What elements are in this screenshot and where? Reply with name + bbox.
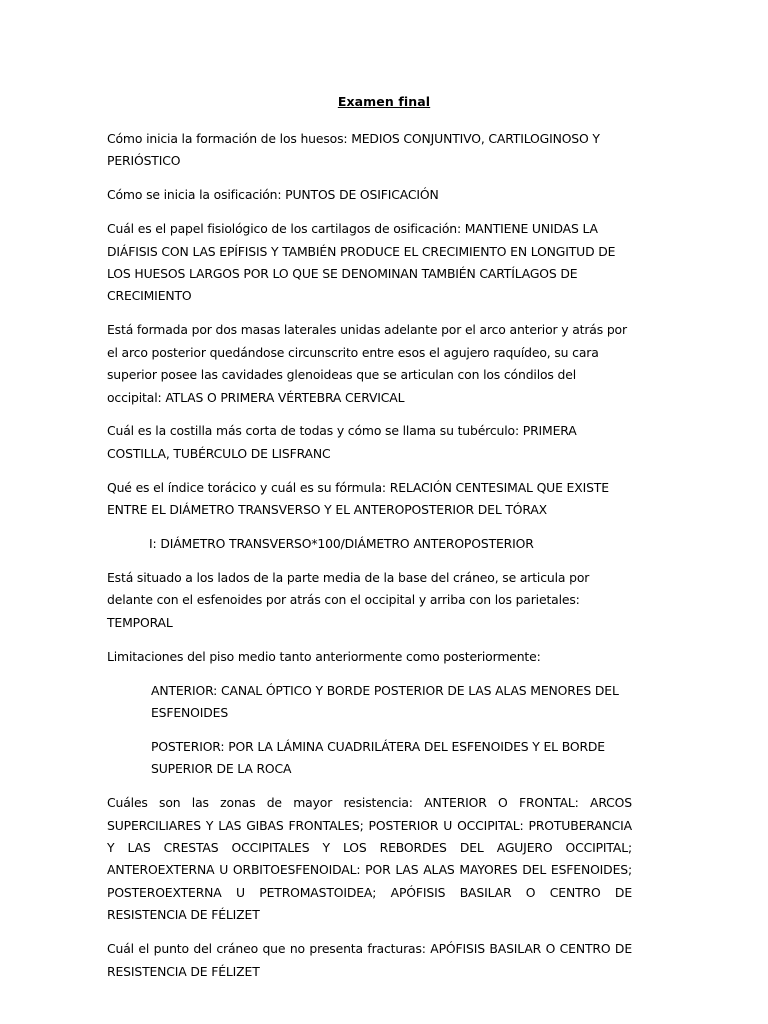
paragraph-first-rib: Cuál es la costilla más corta de todas y cómo se llama su tubérculo: PRIMERA COSTILLA, TUBÉRCULO DE LISFRANC (107, 423, 577, 461)
paragraph-thoracic-index: Qué es el índice torácico y cuál es su fórmula: RELACIÓN CENTESIMAL QUE EXISTE ENTRE EL DIÁMETRO TRANSVERSO Y EL ANTEROPOSTERIOR DEL TÓRAX (107, 479, 609, 518)
paragraph-temporal: Está situado a los lados de la parte media de la base del cráneo, se articula por delante con el esfenoides por atrás con el occipital y arriba con los parietales: TEMPORAL (107, 570, 590, 630)
paragraph-bone-formation: Cómo inicia la formación de los huesos: MEDIOS CONJUNTIVO, CARTILOGINOSO Y PERIÓSTICO (107, 131, 600, 169)
paragraph-middle-floor: Limitaciones del piso medio tanto anteriormente como posteriormente: (107, 648, 541, 664)
paragraph-middle-floor-anterior: ANTERIOR: CANAL ÓPTICO Y BORDE POSTERIOR DE LAS ALAS MENORES DEL ESFENOIDES (151, 682, 619, 721)
paragraph-resistance-zones: Cuáles son las zonas de mayor resistencia: ANTERIOR O FRONTAL: ARCOS SUPERCILIARES Y LAS GIBAS FRONTALES; POSTERIOR U OCCIPITAL: PROTUBERANCIA Y LAS CRESTAS OCCIPITALES Y LOS REBORDES DEL AGUJERO OCCIPITAL; ANTEROEXTERNA U ORBITOESFENOIDAL: POR LAS ALAS MAYORES DEL ESFENOIDES; POSTEROEXTERNA U PETROMASTOIDEA; APÓFISIS BASILAR O CENTRO DE RESISTENCIA DE FÉLIZET (107, 795, 632, 923)
document-title: Examen final (337, 94, 431, 109)
document-body (107, 128, 632, 995)
paragraph-no-fracture-point: Cuál el punto del cráneo que no presenta fracturas: APÓFISIS BASILAR O CENTRO DE RESISTENCIA DE FÉLIZET (107, 941, 632, 979)
paragraph-cartilage-role: Cuál es el papel fisiológico de los cartilagos de osificación: MANTIENE UNIDAS LA DIÁFISIS CON LAS EPÍFISIS Y TAMBIÉN PRODUCE EL CRECIMIENTO EN LONGITUD DE LOS HUESOS LARGOS POR LO QUE SE DENOMINAN TAMBIÉN CARTÍLAGOS DE CRECIMIENTO (107, 221, 616, 304)
paragraph-formula: I: DIÁMETRO TRANSVERSO*100/DIÁMETRO ANTEROPOSTERIOR (149, 536, 534, 552)
paragraph-ossification-start: Cómo se inicia la osificación: PUNTOS DE OSIFICACIÓN (107, 187, 439, 203)
paragraph-atlas: Está formada por dos masas laterales unidas adelante por el arco anterior y atrás por el arco posterior quedándose circunscrito entre esos el agujero raquídeo, su cara superior posee las cavidades glenoideas que se articulan con los cóndilos del occipital: ATLAS O PRIMERA VÉRTEBRA CERVICAL (107, 322, 627, 405)
paragraph-middle-floor-posterior: POSTERIOR: POR LA LÁMINA CUADRILÁTERA DEL ESFENOIDES Y EL BORDE SUPERIOR DE LA ROCA (151, 738, 605, 777)
